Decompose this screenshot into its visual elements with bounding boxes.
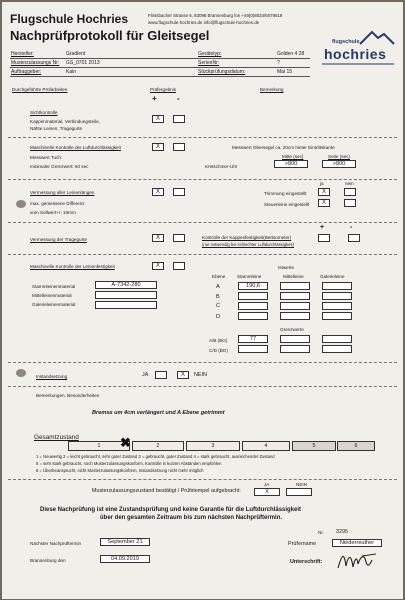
d-galerie-field[interactable] [322,312,352,320]
garantie-line-2: über den gesamten Zeitraum bis zum nächsten Nachprüftermin. [100,515,283,521]
geraet-label: Gerätetyp: [198,51,222,57]
sicht-plus-checkbox[interactable]: X [152,115,164,123]
punch-hole [16,200,26,208]
naechster-label: Nächster Nachprüftermin [30,541,82,546]
galerie-col-header: Galerieleine [320,274,345,279]
c-stamm-field[interactable] [238,302,268,310]
tragegurte-title: Vermessung der Tragegurte [30,237,87,242]
condition-scale-option[interactable]: 4 [242,441,290,451]
ebene-header: Ebene [212,274,226,279]
sicht-line2: Nähte Leinen, Tragegurte [30,126,83,131]
condition-scale-option[interactable]: 6 [337,441,375,451]
d-mittel-field[interactable] [280,312,310,320]
muster-value: GS_0701 2013 [66,60,100,66]
leinen-title: Maschinelle Kontrolle der Leinenfestigkeit [30,264,115,269]
garantie-line-1: Diese Nachprüfung ist eine Zustandsprüfung und keine Garantie für die Luftdurchlässigkeit [40,507,302,513]
seite-value-field[interactable]: >800 [322,160,356,168]
company-address: Flintsbacher Strasse 6, 83098 Brannenburg fon +49(0)8034/6079618 [148,13,283,18]
b-stamm-field[interactable] [238,292,268,300]
trimmung-label: Trimmung eingestellt [264,191,307,196]
trimmung-nein-checkbox[interactable] [344,188,356,196]
instand-nein-checkbox[interactable]: X [177,371,189,379]
tragegurte-plus-checkbox[interactable]: X [152,234,164,242]
b-mittel-field[interactable] [280,292,310,300]
luft-plus-checkbox[interactable]: X [152,143,164,151]
trimmung-ja-checkbox[interactable]: X [318,188,330,196]
leinen-minus-checkbox[interactable] [173,262,185,270]
nr-value: 3295 [336,529,348,535]
mitte-label: Mitte (sec) [282,154,304,159]
company-web: www.flugschule-hochries.de info@flugschule-hochries.de [148,20,260,25]
vermessung-plus-checkbox[interactable]: X [152,188,164,196]
minus-sign: - [177,94,180,103]
instand-ja-label: JA [142,372,149,378]
c-mittel-field[interactable] [280,302,310,310]
divider [8,479,397,480]
bestaetigung-text: Musterzulassungszustand bestätigt / Prüfstempel aufgebracht: [92,488,241,494]
instand-ja-checkbox[interactable] [155,371,167,379]
divider [8,254,397,255]
level-a-label: A [216,284,220,290]
luft-grenz: minimaler Grenzwert: 60 sec [30,164,89,169]
cd-label: C/D (BG) [209,348,228,353]
ab-label: A/B (BG) [209,338,228,343]
auftrag-value: Kain [66,69,77,75]
galerie-material-field[interactable] [95,301,157,309]
ab-stamm-field[interactable]: 77 [238,335,268,343]
muster-row [10,59,195,68]
kappe-title: Kontrolle der Kappenfestigkeit(Bettsometer) [202,235,292,240]
logo-top-text: flugschule [332,39,360,45]
ort-value-field[interactable]: 04.09.2019 [100,555,150,563]
gesamt-legend-3: 6 = Überbeansprucht, nicht Musterzulassungskonform, Instandsetzung nicht mehr möglich [36,468,204,473]
kappe-plus-sign: + [320,224,325,231]
vermessung-minus-checkbox[interactable] [173,188,185,196]
muster-label: Musterzulassungs Nr: [11,60,60,66]
plus-sign: + [152,94,157,103]
stamm-material-field[interactable]: A-7342-280 [95,281,157,289]
istwerte-label: Istwerte [278,265,295,270]
page-title: Nachprüfprotokoll für Gleitsegel [10,28,210,43]
d-stamm-field[interactable] [238,312,268,320]
steuer-nein-checkbox[interactable] [344,199,356,207]
instand-title: Instandsetzung [36,374,68,379]
luft-title: Maschinelle Kontrolle der Luftdurchlässigkeit [30,145,121,150]
hersteller-value: Gradient [66,51,86,57]
instand-nein-label: NEIN [194,372,207,378]
divider [8,386,397,387]
nr-label: Nr. [318,530,324,535]
ab-mittel-field[interactable] [280,335,310,343]
tragegurte-minus-checkbox[interactable] [173,234,185,242]
condition-scale-option[interactable]: 2 [132,441,184,451]
gesamt-legend-2: 5 = sehr stark gebraucht, noch Musterzulassungskonform, Kontrolle in kurzen Abständen empfohlen [36,461,222,466]
stamm-material-label: Stammleinenmaterial [32,284,76,289]
protocol-sheet [2,2,403,599]
punch-hole [16,369,26,377]
auftrag-label: Auftraggeber: [11,69,42,75]
mittel-material-field[interactable] [95,291,157,299]
geraet-value: Golden 4 28 [277,51,305,57]
company-name: Flugschule Hochries [10,12,129,26]
hochries-logo [320,30,396,68]
divider [8,362,397,363]
col-ergebnis: Prüfergebnis [150,87,177,92]
luft-note: Messwert Obersegel ca. 20cm hinter Eintrittskante [232,145,335,150]
sicht-line1: Kappenmaterial, Verbindungsteile, [30,119,100,124]
stamm-col-header: Stammleine [237,274,262,279]
seite-label: Seite (sec) [328,154,350,159]
divider [8,137,397,138]
stueck-row [195,68,310,77]
nein-header: nein [345,181,354,186]
c-galerie-field[interactable] [322,302,352,310]
col-pruefarbeiten: Durchgeführte Prüfarbeiten [12,87,68,92]
a-mittel-field[interactable] [280,282,310,290]
mittel-material-label: Mittelleinenmaterial [32,293,72,298]
gesamt-title: Gesamtzustand [34,434,79,441]
geraet-row [195,50,310,59]
steuer-ja-checkbox[interactable]: X [318,199,330,207]
serien-value: ? [277,60,280,66]
signature [336,548,380,574]
cd-stamm-field[interactable] [238,345,268,353]
leinen-plus-checkbox[interactable]: X [152,262,164,270]
bestaetigung-nein-checkbox[interactable] [286,488,312,496]
hersteller-label: Hersteller: [11,51,34,57]
luft-minus-checkbox[interactable] [173,143,185,151]
level-c-label: C [216,303,221,309]
galerie-material-label: Galerieleinenmaterial [32,302,76,307]
condition-scale-option[interactable]: 3 [186,441,240,451]
bestaetigung-ja-label: JA [264,482,270,487]
luft-messwert: Messwert Tuch: [30,155,63,160]
signature-icon [336,548,380,574]
stueck-label: Stückprüfungsdatum: [198,69,246,75]
pruefer-label: Prüfername [288,541,317,547]
ort-label: Brannenburg den [30,558,66,563]
kretschmer-label: Kretschmer-Uhr [205,164,238,169]
steuer-label: Steuerleine eingestellt [264,202,310,207]
kappe-minus-checkbox[interactable] [348,234,360,242]
pruefer-value-field[interactable]: Niederreuther [332,539,382,547]
level-d-label: D [216,314,221,320]
sicht-minus-checkbox[interactable] [173,115,185,123]
bemerkungen-label: Bemerkungen, Besonderheiten [36,393,100,398]
kappe-sub: (nur notwendig bei schlechter Luftdurchlässigkeit) [202,242,294,247]
serien-row [195,59,310,68]
vermessung-line2: vom Sollwert+/- 10mm [30,210,76,215]
gesamt-legend-1: 1 = Neuwertig 2 = leicht gebraucht, sehr guter Zustand 3 = gebraucht, guter Zustand 4 = stark gebraucht, ausreichender Zustand [36,454,275,459]
cd-mittel-field[interactable] [280,345,310,353]
kappe-minus-sign: - [350,224,353,231]
vermessung-title: Vermessung aller Leinenlängen [30,190,95,195]
unterschrift-label: Unterschrift: [290,559,323,565]
level-b-label: B [216,294,220,300]
divider [8,222,397,223]
serien-label: SerienNr: [198,60,220,66]
kappe-plus-checkbox[interactable] [318,234,330,242]
col-bemerkung: Bemerkung [260,87,284,92]
bestaetigung-ja-checkbox[interactable]: X [254,488,280,496]
cd-galerie-field[interactable] [322,345,352,353]
divider [8,179,397,180]
grenzwerte-label: Grenzwerte [280,327,304,332]
logo-main-text: hochries [324,46,387,62]
bemerkungen-text: Bremse um 4cm verlängert und A Ebene getrimmt [92,410,225,416]
a-stamm-field[interactable]: 190,6 [238,282,268,290]
condition-scale-option[interactable]: 1 [68,441,130,451]
ab-galerie-field[interactable] [322,335,352,343]
condition-scale-option[interactable]: 5 [292,441,336,451]
sicht-title: Sichtkontrolle [30,110,58,115]
condition-selected-mark-icon: ✖ [120,435,131,450]
mittel-col-header: Mittelleine [283,274,304,279]
b-galerie-field[interactable] [322,292,352,300]
bestaetigung-nein-label: NEIN [296,482,307,487]
naechster-value-field[interactable]: September 21 [100,538,150,546]
a-galerie-field[interactable] [322,282,352,290]
mitte-value-field[interactable]: >800 [274,160,308,168]
ja-header: ja [320,181,324,186]
auftrag-row [10,68,195,77]
vermessung-line1: max. gemessene Differenz [30,201,85,206]
stueck-value: Mai 15 [277,69,293,75]
hersteller-row [10,50,195,59]
